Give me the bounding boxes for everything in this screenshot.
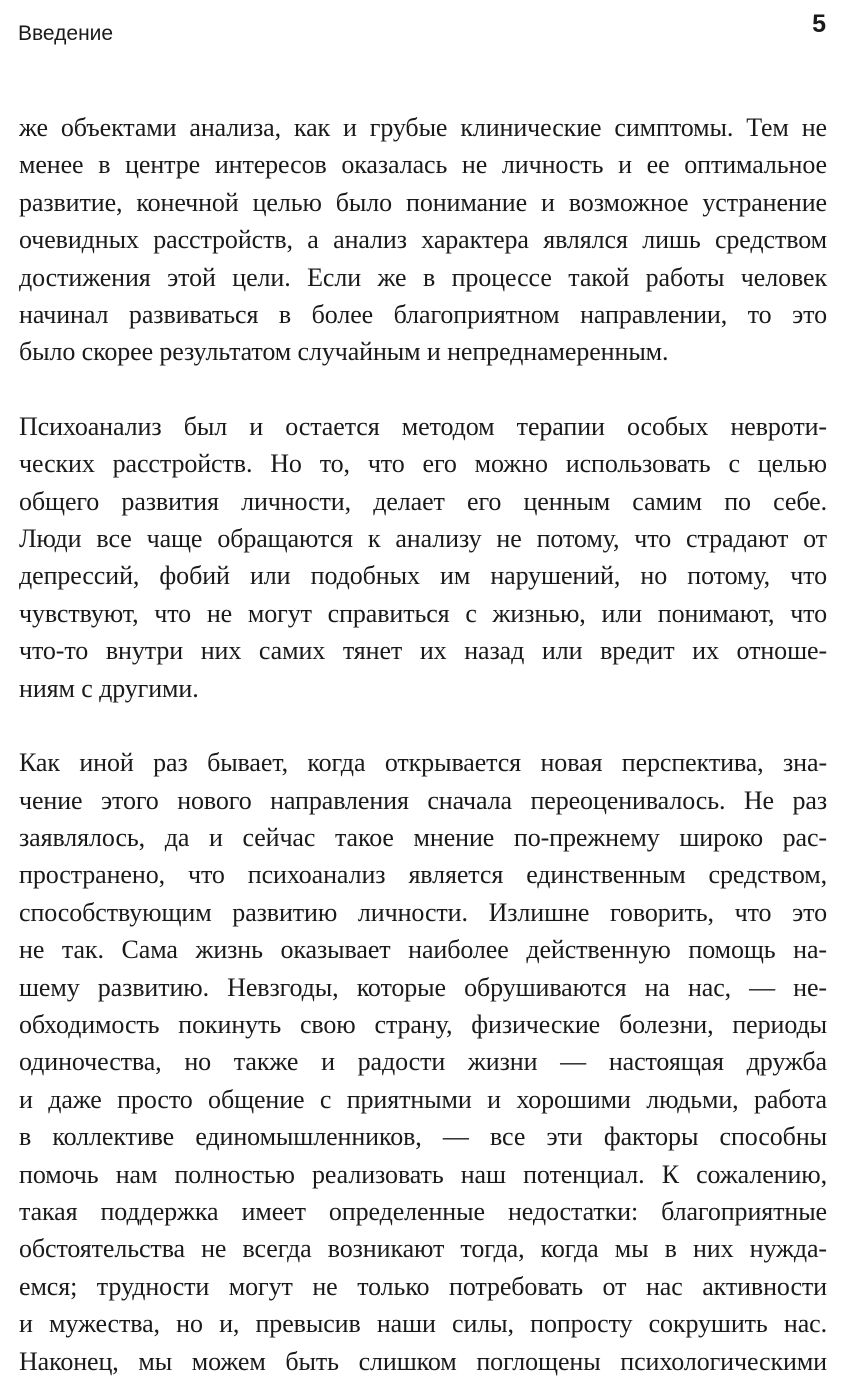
body-text bbox=[19, 109, 827, 1380]
text-line: менее в центре интересов оказалась не личность и ее оптимальное bbox=[19, 150, 827, 180]
text-line: заявлялось, да и сейчас такое мнение по-прежнему широко рас- bbox=[19, 822, 827, 852]
text-line: общего развития личности, делает его ценным самим по себе. bbox=[19, 486, 827, 516]
running-header: Введение bbox=[18, 22, 114, 45]
paragraph bbox=[19, 109, 827, 371]
text-line: и даже просто общение с приятными и хорошими людьми, работа bbox=[19, 1084, 827, 1114]
text-line: чение этого нового направления сначала переоценивалось. Не раз bbox=[19, 785, 827, 815]
text-line: Как иной раз бывает, когда открывается новая перспектива, зна- bbox=[19, 748, 827, 778]
text-line: пространено, что психоанализ является единственным средством, bbox=[19, 860, 827, 890]
text-line: такая поддержка имеет определенные недостатки: благоприятные bbox=[19, 1196, 827, 1226]
text-line: емся; трудности могут не только потребовать от нас активности bbox=[19, 1271, 827, 1301]
text-line: ческих расстройств. Но то, что его можно использовать с целью bbox=[19, 449, 827, 479]
text-line: достижения этой цели. Если же в процессе такой работы человек bbox=[19, 262, 827, 292]
text-line: развитие, конечной целью было понимание и возможное устранение bbox=[19, 187, 827, 217]
text-line: одиночества, но также и радости жизни — настоящая дружба bbox=[19, 1047, 827, 1077]
text-line: Люди все чаще обращаются к анализу не потому, что страдают от bbox=[19, 524, 827, 554]
text-line: в коллективе единомышленников, — все эти факторы способны bbox=[19, 1122, 827, 1152]
text-line: что-то внутри них самих тянет их назад или вредит их отноше- bbox=[19, 636, 827, 666]
paragraph bbox=[19, 408, 827, 707]
text-line: Наконец, мы можем быть слишком поглощены психологическими bbox=[19, 1346, 827, 1376]
text-line: ниям с другими. bbox=[19, 673, 199, 703]
text-line: чувствуют, что не могут справиться с жизнью, или понимают, что bbox=[19, 598, 827, 628]
text-line: начинал развиваться в более благоприятном направлении, то это bbox=[19, 300, 827, 330]
text-line: депрессий, фобий или подобных им нарушений, но потому, что bbox=[19, 561, 827, 591]
page-number: 5 bbox=[812, 10, 826, 38]
text-line: не так. Сама жизнь оказывает наиболее действенную помощь на- bbox=[19, 935, 827, 965]
text-line: очевидных расстройств, а анализ характера являлся лишь средством bbox=[19, 225, 827, 255]
text-line: помочь нам полностью реализовать наш потенциал. К сожалению, bbox=[19, 1159, 827, 1189]
text-line: Психоанализ был и остается методом терапии особых невроти- bbox=[19, 411, 827, 441]
text-line: и мужества, но и, превысив наши силы, попросту сокрушить нас. bbox=[19, 1309, 827, 1339]
text-line: обстоятельства не всегда возникают тогда, когда мы в них нужда- bbox=[19, 1234, 827, 1264]
paragraph bbox=[19, 744, 827, 1380]
text-line: обходимость покинуть свою страну, физические болезни, периоды bbox=[19, 1009, 827, 1039]
text-line: шему развитию. Невзгоды, которые обрушиваются на нас, — не- bbox=[19, 972, 827, 1002]
text-line: способствующим развитию личности. Излишне говорить, что это bbox=[19, 897, 827, 927]
text-line: же объектами анализа, как и грубые клинические симптомы. Тем не bbox=[19, 113, 827, 142]
text-line: было скорее результатом случайным и непреднамеренным. bbox=[19, 337, 669, 367]
